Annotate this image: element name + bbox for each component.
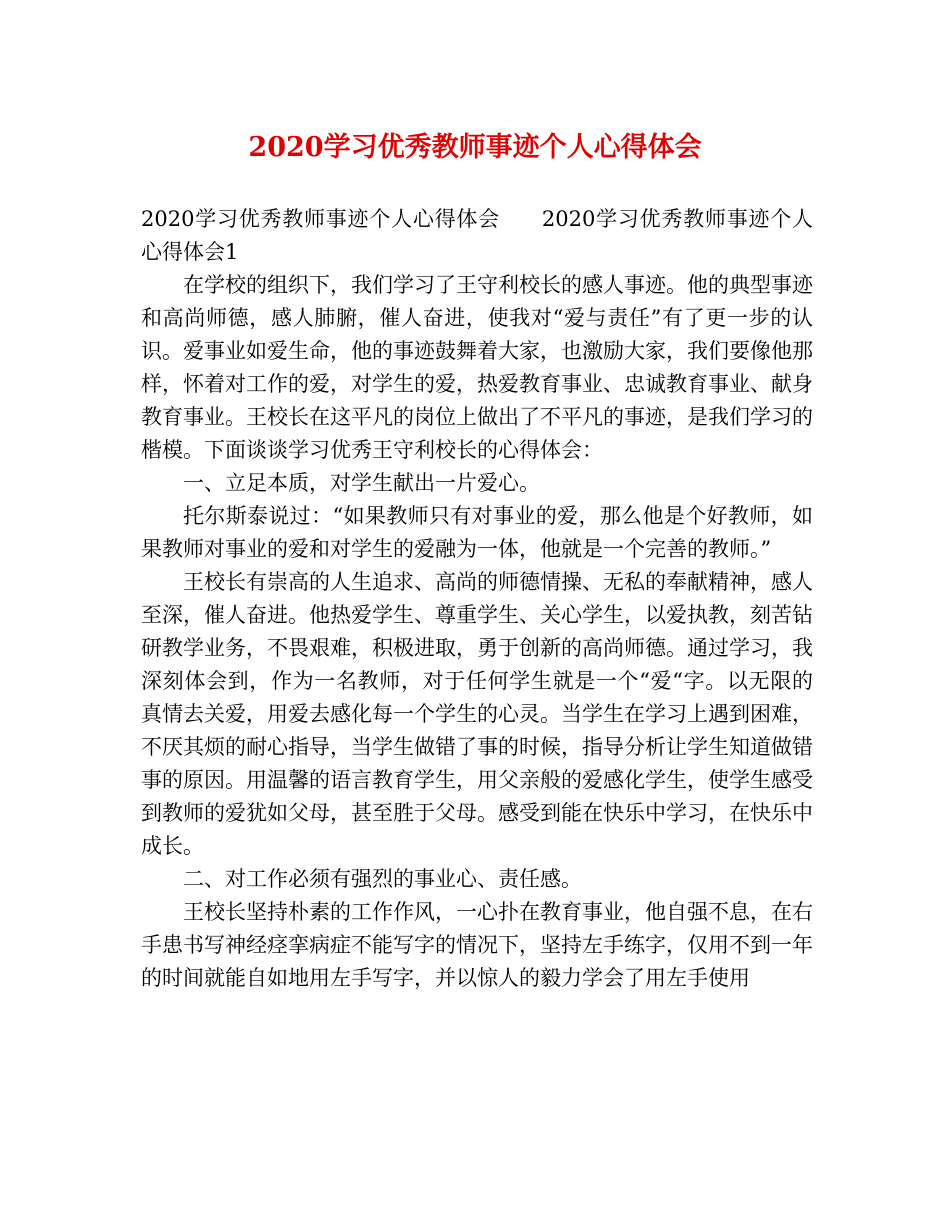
paragraph-2: 托尔斯泰说过：“如果教师只有对事业的爱，那么他是个好教师，如果教师对事业的爱和对学生的爱融为一体，他就是一个完善的教师。” (141, 504, 813, 561)
document-title: 2020学习优秀教师事迹个人心得体会 (248, 132, 702, 163)
section-heading-1: 一、立足本质，对学生献出一片爱心。 (183, 471, 540, 495)
intro-line (141, 203, 813, 269)
intro-title: 2020学习优秀教师事迹个人心得体会 (141, 207, 500, 231)
intro-subtitle: 2020学习优秀教师事迹个人心得体会1 (141, 207, 813, 264)
paragraph-1: 在学校的组织下，我们学习了王守利校长的感人事迹。他的典型事迹和高尚师德，感人肺腑，催人奋进，使我对“爱与责任”有了更一步的认识。爱事业如爱生命，他的事迹鼓舞着大家，也激励大家，我们要像他那样，怀着对工作的爱，对学生的爱，热爱教育事业、忠诚教育事业、献身教育事业。王校长在这平凡的岗位上做出了不平凡的事迹，是我们学习的楷模。下面谈谈学习优秀王守利校长的心得体会： (141, 273, 813, 462)
paragraph-3: 王校长有崇高的人生追求、高尚的师德情操、无私的奉献精神，感人至深，催人奋进。他热爱学生、尊重学生、关心学生，以爱执教，刻苦钻研教学业务，不畏艰难，积极进取，勇于创新的高尚师德。通过学习，我深刻体会到，作为一名教师，对于任何学生就是一个“爱“字。以无限的真情去关爱，用爱去感化每一个学生的心灵。当学生在学习上遇到困难，不厌其烦的耐心指导，当学生做错了事的时候，指导分析让学生知道做错事的原因。用温馨的语言教育学生，用父亲般的爱感化学生，使学生感受到教师的爱犹如父母，甚至胜于父母。感受到能在快乐中学习，在快乐中成长。 (141, 570, 813, 858)
paragraph-4: 王校长坚持朴素的工作作风，一心扑在教育事业，他自强不息，在右手患书写神经痉挛病症不能写字的情况下，坚持左手练字，仅用不到一年的时间就能自如地用左手写字，并以惊人的毅力学会了用左手使用 (141, 900, 813, 990)
section-heading-2: 二、对工作必须有强烈的事业心、责任感。 (183, 867, 582, 891)
document-body (141, 203, 813, 995)
